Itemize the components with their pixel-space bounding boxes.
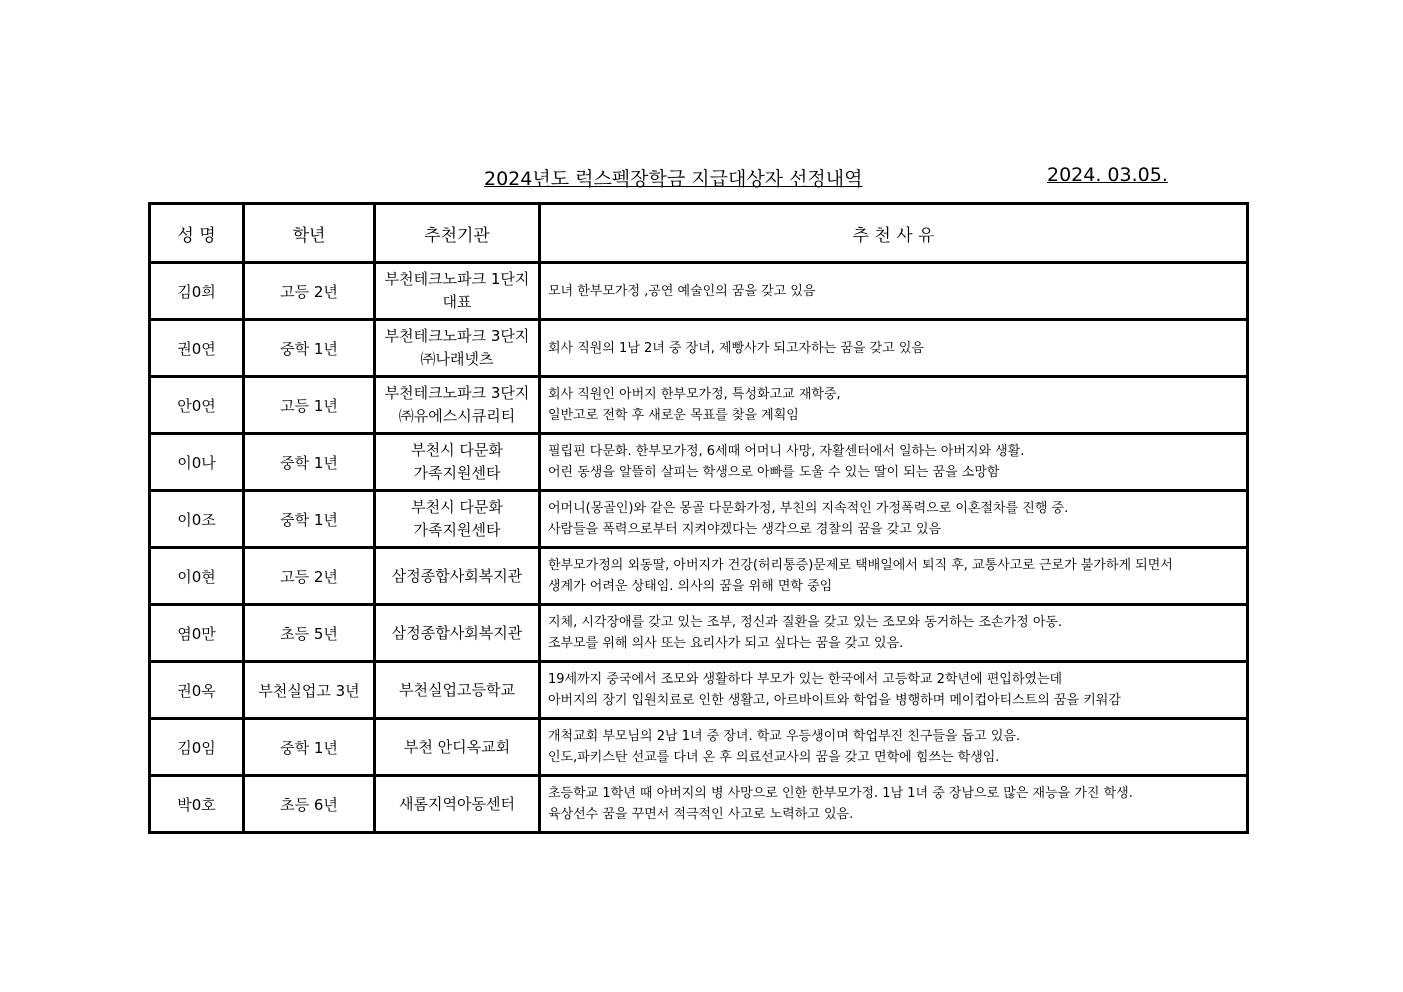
reason-line: 지체, 시각장애를 갖고 있는 조부, 정신과 질환을 갖고 있는 조모와 동거하는 조손가정 아동. <box>548 615 1063 630</box>
reason-line: 인도,파키스탄 선교를 다녀 온 후 의료선교사의 꿈을 갖고 면학에 힘쓰는 학생임. <box>548 750 1000 765</box>
org-line: 삼정종합사회복지관 <box>391 623 523 642</box>
reason-line: 어머니(몽골인)와 같은 몽골 다문화가정, 부친의 지속적인 가정폭력으로 이혼절차를 진행 중. <box>548 501 1069 516</box>
reason-line: 아버지의 장기 입원치료로 인한 생활고, 아르바이트와 학업을 병행하며 메이컵아티스트의 꿈을 키워감 <box>548 693 1121 708</box>
grade-cell: 부천실업고 3년 <box>244 662 375 719</box>
org-line: 부천테크노파크 3단지 <box>384 327 530 345</box>
org-line: 부천테크노파크 3단지 <box>384 384 530 402</box>
org-line: 가족지원센타 <box>413 521 501 539</box>
student-name-cell: 이0조 <box>150 491 244 548</box>
reason-line: 조부모를 위해 의사 또는 요리사가 되고 싶다는 꿈을 갖고 있음. <box>548 636 904 651</box>
student-name-cell: 이0현 <box>150 548 244 605</box>
grade-cell: 초등 5년 <box>244 605 375 662</box>
student-name-cell: 권0옥 <box>150 662 244 719</box>
org-line: ㈜나래넷츠 <box>420 350 494 368</box>
recommending-org-cell <box>375 605 540 662</box>
recommendation-reason-cell <box>540 377 1248 434</box>
reason-line: 생계가 어려운 상태임. 의사의 꿈을 위해 면학 중임 <box>548 579 833 594</box>
reason-line: 한부모가정의 외동딸, 아버지가 건강(허리통증)문제로 택배일에서 퇴직 후, 교통사고로 근로가 불가하게 되면서 <box>548 558 1173 573</box>
student-name-cell: 염0만 <box>150 605 244 662</box>
grade-cell: 고등 1년 <box>244 377 375 434</box>
recommendation-reason-cell <box>540 263 1248 320</box>
table-row <box>150 548 1248 605</box>
recommendation-reason-cell <box>540 662 1248 719</box>
recommending-org-cell <box>375 320 540 377</box>
org-line: 부천테크노파크 1단지 <box>384 270 530 288</box>
org-line: 새롬지역아동센터 <box>399 794 515 813</box>
org-line: 부천시 다문화 <box>411 498 503 516</box>
grade-cell: 중학 1년 <box>244 491 375 548</box>
student-name-cell: 김0희 <box>150 263 244 320</box>
recommendation-reason-cell <box>540 548 1248 605</box>
student-name-cell: 권0연 <box>150 320 244 377</box>
reason-line: 19세까지 중국에서 조모와 생활하다 부모가 있는 한국에서 고등학교 2학년에 편입하였는데 <box>548 672 1063 687</box>
student-name-cell: 이0나 <box>150 434 244 491</box>
reason-line: 회사 직원의 1남 2녀 중 장녀, 제빵사가 되고자하는 꿈을 갖고 있음 <box>548 340 924 356</box>
table-row <box>150 491 1248 548</box>
reason-line: 어린 동생을 알뜰히 살피는 학생으로 아빠를 도울 수 있는 딸이 되는 꿈을 소망함 <box>548 465 1000 480</box>
recommending-org-cell <box>375 662 540 719</box>
org-line: 삼정종합사회복지관 <box>391 566 523 585</box>
table-row <box>150 719 1248 776</box>
recommending-org-cell <box>375 491 540 548</box>
org-line: 가족지원센타 <box>413 464 501 482</box>
recommendation-reason-cell <box>540 434 1248 491</box>
reason-line: 육상선수 꿈을 꾸면서 적극적인 사고로 노력하고 있음. <box>548 807 854 822</box>
table-row <box>150 776 1248 833</box>
recommending-org-cell <box>375 263 540 320</box>
recommendation-reason-cell <box>540 320 1248 377</box>
recommending-org-cell <box>375 548 540 605</box>
grade-cell: 초등 6년 <box>244 776 375 833</box>
recommendation-reason-cell <box>540 491 1248 548</box>
recommendation-reason-cell <box>540 605 1248 662</box>
header-grade: 학년 <box>244 204 375 263</box>
grade-cell: 중학 1년 <box>244 320 375 377</box>
student-name-cell: 김0임 <box>150 719 244 776</box>
reason-line: 개척교회 부모님의 2남 1녀 중 장녀. 학교 우등생이며 학업부진 친구들을 돕고 있음. <box>548 729 1021 744</box>
reason-line: 회사 직원인 아버지 한부모가정, 특성화고교 재학중, <box>548 387 841 402</box>
table-row <box>150 320 1248 377</box>
org-line: 부천 안디옥교회 <box>403 737 511 756</box>
scholarship-table <box>148 202 1249 834</box>
recommending-org-cell <box>375 776 540 833</box>
reason-line: 일반고로 전학 후 새로운 목표를 찾을 계획임 <box>548 408 799 423</box>
org-line: 부천실업고등학교 <box>399 680 515 699</box>
grade-cell: 고등 2년 <box>244 548 375 605</box>
grade-cell: 고등 2년 <box>244 263 375 320</box>
reason-line: 모녀 한부모가정 ,공연 예술인의 꿈을 갖고 있음 <box>548 283 816 299</box>
table-row <box>150 263 1248 320</box>
grade-cell: 중학 1년 <box>244 434 375 491</box>
document-date: 2024. 03.05. <box>1047 164 1168 186</box>
recommending-org-cell <box>375 377 540 434</box>
student-name-cell: 안0연 <box>150 377 244 434</box>
recommending-org-cell <box>375 434 540 491</box>
reason-line: 필립핀 다문화. 한부모가정, 6세때 어머니 사망, 자활센터에서 일하는 아버지와 생활. <box>548 444 1025 459</box>
recommendation-reason-cell <box>540 719 1248 776</box>
document-title: 2024년도 럭스펙장학금 지급대상자 선정내역 <box>484 168 863 190</box>
header-name: 성 명 <box>150 204 244 263</box>
reason-line: 초등학교 1학년 때 아버지의 병 사망으로 인한 한부모가정. 1남 1녀 중 장남으로 많은 재능을 가진 학생. <box>548 786 1133 801</box>
org-line: ㈜유에스시큐리티 <box>398 407 516 425</box>
table-header-row <box>150 204 1248 263</box>
student-name-cell: 박0호 <box>150 776 244 833</box>
recommendation-reason-cell <box>540 776 1248 833</box>
table-row <box>150 377 1248 434</box>
org-line: 부천시 다문화 <box>411 441 503 459</box>
table-row <box>150 662 1248 719</box>
recommending-org-cell <box>375 719 540 776</box>
table-row <box>150 434 1248 491</box>
org-line: 대표 <box>442 293 472 311</box>
reason-line: 사람들을 폭력으로부터 지켜야겠다는 생각으로 경찰의 꿈을 갖고 있음 <box>548 522 942 537</box>
header-org: 추천기관 <box>375 204 540 263</box>
table-row <box>150 605 1248 662</box>
grade-cell: 중학 1년 <box>244 719 375 776</box>
header-reason: 추 천 사 유 <box>540 204 1248 263</box>
